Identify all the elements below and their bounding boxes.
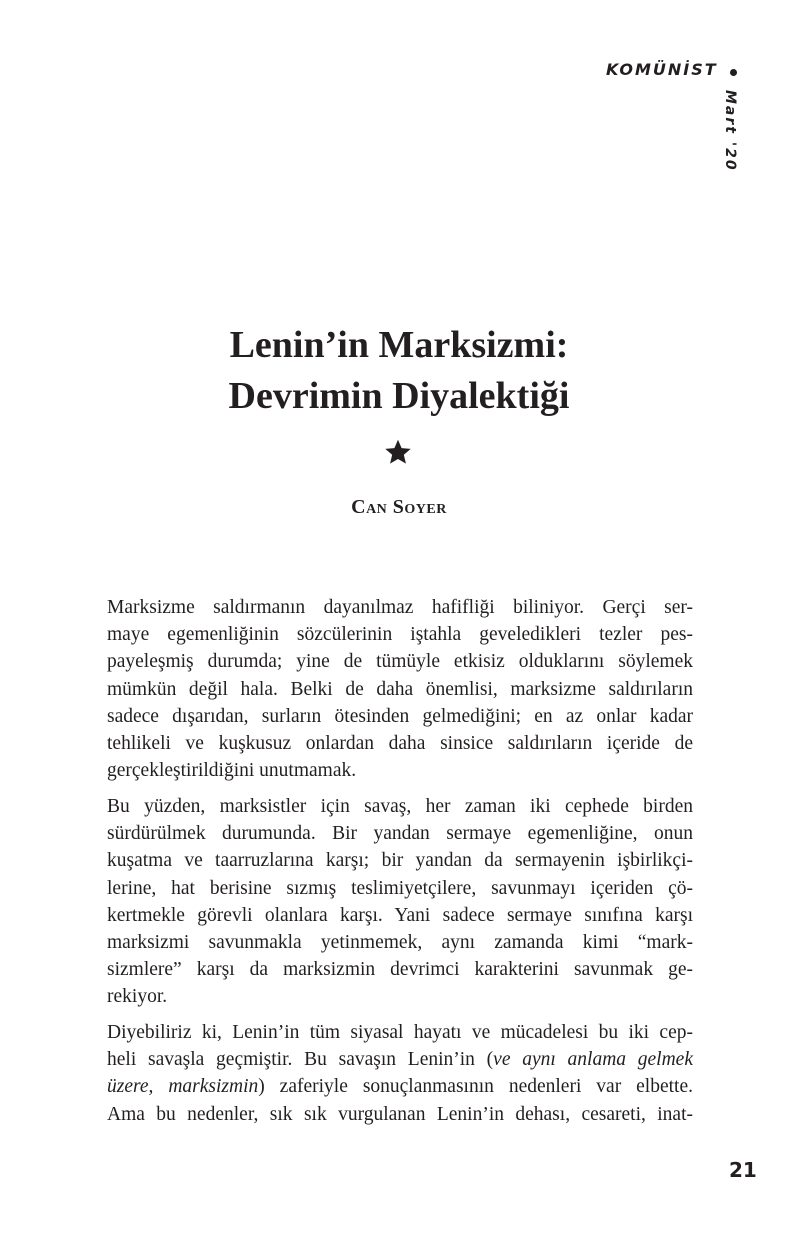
- italic-text: üzere, marksizmin: [107, 1076, 259, 1098]
- text-line: sizmlere” karşı da marksizmin devrimci karakterini savunmak ge-: [107, 959, 693, 981]
- italic-text: ve aynı anlama gelmek: [493, 1049, 693, 1071]
- text-line: maye egemenliğinin sözcülerinin iştahla geveledikleri tezler pes-: [107, 624, 693, 646]
- text-line: [107, 1073, 693, 1100]
- text-run: ) zaferiyle sonuçlanmasının nedenleri var elbette.: [258, 1076, 693, 1098]
- issue-date: Mart '20: [722, 90, 738, 172]
- paragraph-2: [107, 793, 693, 1011]
- page-number: 21: [729, 1158, 757, 1182]
- text-line: tehlikeli ve kuşkusuz onlardan daha sinsice saldırıların içeride de: [107, 733, 693, 755]
- text-run: heli savaşla geçmiştir. Bu savaşın Lenin’in (: [107, 1049, 494, 1071]
- text-line: kuşatma ve taarruzlarına karşı; bir yandan da sermayenin işbirlikçi-: [107, 850, 693, 872]
- star-icon: [384, 438, 412, 466]
- paragraph-3: [107, 1019, 693, 1128]
- magazine-name: KOMÜNİST: [606, 60, 718, 79]
- text-line: rekiyor.: [107, 986, 168, 1008]
- title-line-1: Lenin’in Marksizmi:: [229, 324, 569, 366]
- text-line: Ama bu nedenler, sık sık vurgulanan Lenin’in dehası, cesareti, inat-: [107, 1103, 693, 1125]
- text-line: Bu yüzden, marksistler için savaş, her zaman iki cephede birden: [107, 796, 693, 817]
- paragraph-1: [107, 594, 693, 784]
- text-line: [107, 1046, 693, 1073]
- text-line: Marksizme saldırmanın dayanılmaz hafifliği biliniyor. Gerçi ser-: [107, 597, 693, 618]
- text-line: kertmekle görevli olanlara karşı. Yani sadece sermaye sınıfına karşı: [107, 904, 693, 926]
- article-title: [0, 320, 798, 422]
- text-line: gerçekleştirildiğini unutmamak.: [107, 760, 357, 782]
- text-line: Diyebiliriz ki, Lenin’in tüm siyasal hayatı ve mücadelesi bu iki cep-: [107, 1022, 693, 1043]
- text-line: sürdürülmek durumunda. Bir yandan sermaye egemenliğine, onun: [107, 823, 693, 845]
- article-author: Can Soyer: [351, 496, 447, 518]
- title-line-2: Devrimin Diyalektiği: [228, 375, 570, 417]
- text-line: sadece dışarıdan, surların ötesinden gelmediğini; en az onlar kadar: [107, 705, 693, 727]
- bullet-separator: [730, 69, 737, 76]
- text-line: mümkün değil hala. Belki de daha önemlisi, marksizme saldırıların: [107, 678, 693, 700]
- text-line: lerine, hat berisine sızmış teslimiyetçilere, savunmayı içeriden çö-: [107, 877, 693, 899]
- text-line: marksizmi savunmakla yetinmemek, aynı zamanda kimi “mark-: [107, 932, 693, 954]
- text-line: payeleşmiş durumda; yine de tümüyle etkisiz olduklarını söylemek: [107, 651, 693, 673]
